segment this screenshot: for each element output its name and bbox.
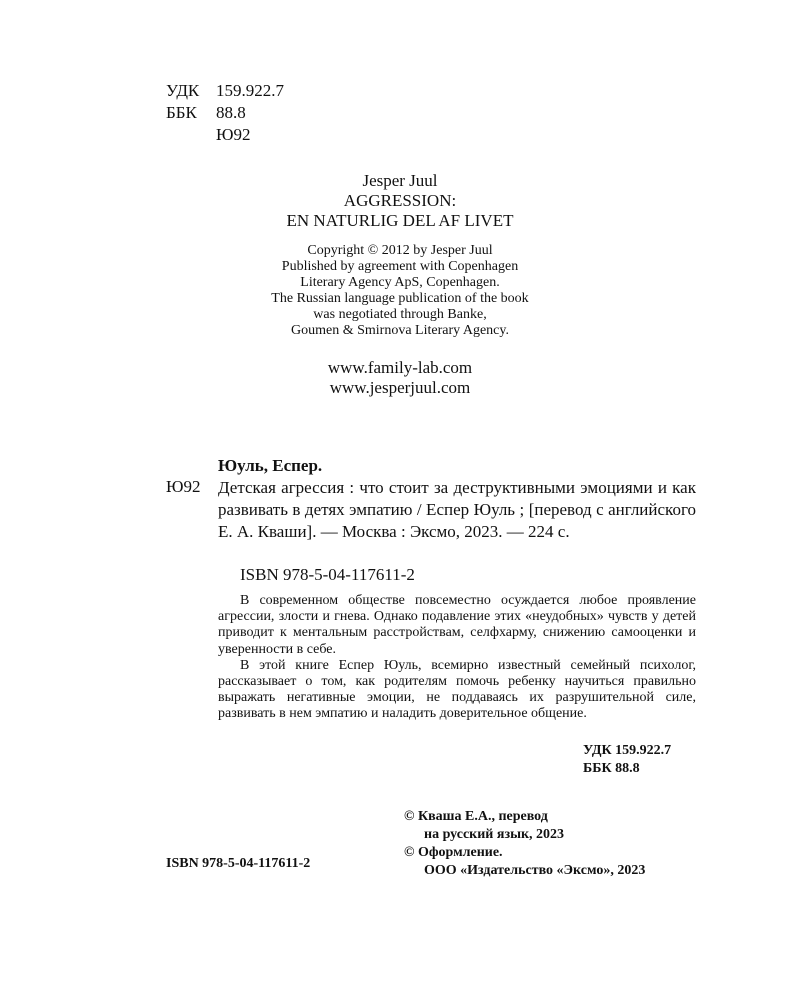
credits <box>404 808 645 880</box>
copyright-line: Published by agreement with Copenhagen <box>281 259 519 274</box>
bibliography-code: Ю92 <box>166 477 201 496</box>
website-jesperjuul: www.jesperjuul.com <box>329 378 471 397</box>
author-sign-value: Ю92 <box>216 125 251 144</box>
websites <box>0 358 800 398</box>
bibliography-isbn: ISBN 978-5-04-117611-2 <box>240 565 415 584</box>
copyright-line: Goumen & Smirnova Literary Agency. <box>291 323 509 338</box>
original-author: Jesper Juul <box>362 171 438 190</box>
bbk-value: 88.8 <box>216 103 246 122</box>
author-sign-label <box>166 124 216 146</box>
credit-translation-cont: на русский язык, 2023 <box>424 827 565 842</box>
copyright-line: Copyright © 2012 by Jesper Juul <box>307 243 493 258</box>
original-edition <box>0 171 800 231</box>
udk-label: УДК <box>166 81 200 100</box>
original-title-line1: AGGRESSION: <box>343 191 457 210</box>
copyright-line: Literary Agency ApS, Copenhagen. <box>300 275 500 290</box>
copyright-line: The Russian language publication of the book <box>271 291 529 306</box>
bibliography-author-heading: Юуль, Еспер. <box>218 456 323 475</box>
annotation <box>218 593 696 723</box>
author-sign-row <box>166 124 284 146</box>
bottom-classification <box>583 742 671 778</box>
copyright-line: was negotiated through Banke, <box>313 307 487 322</box>
bbk-row <box>166 102 284 124</box>
copyright-notice <box>0 243 800 339</box>
bottom-bbk: ББК 88.8 <box>583 761 640 776</box>
bottom-isbn: ISBN 978-5-04-117611-2 <box>166 856 311 871</box>
bibliography-description: Детская агрессия : что стоит за деструктивными эмоциями и как развивать в детях эмпатию / Еспер Юуль ; [перевод с английского Е. А. Кваши]. — Москва : Эксмо, 2023. — 224 с. <box>218 478 696 541</box>
bottom-udk: УДК 159.922.7 <box>583 743 672 758</box>
annotation-paragraph: В этой книге Еспер Юуль, всемирно известный семейный психолог, рассказывает о том, как родителям помочь ребенку научиться правильно выражать негативные эмоции, не поддаваясь их разрушительной силе, развивать в нем эмпатию и наладить доверительное общение. <box>218 657 696 722</box>
annotation-paragraph: В современном обществе повсеместно осуждается любое проявление агрессии, злости и гнева. Однако подавление этих «неудобных» чувств у детей приводит к ментальным расстройствам, селфхарму, снижению самооценки и уверенности в себе. <box>218 593 696 657</box>
original-title-line2: EN NATURLIG DEL AF LIVET <box>286 211 514 230</box>
credit-design: © Оформление. <box>404 845 503 860</box>
credit-publisher: ООО «Издательство «Эксмо», 2023 <box>424 863 646 878</box>
udk-row <box>166 80 284 102</box>
credit-translation: © Кваша Е.А., перевод <box>404 809 548 824</box>
website-family-lab: www.family-lab.com <box>327 358 473 377</box>
bbk-label: ББК <box>166 103 197 122</box>
udk-value: 159.922.7 <box>216 81 284 100</box>
classification-block <box>166 80 284 146</box>
